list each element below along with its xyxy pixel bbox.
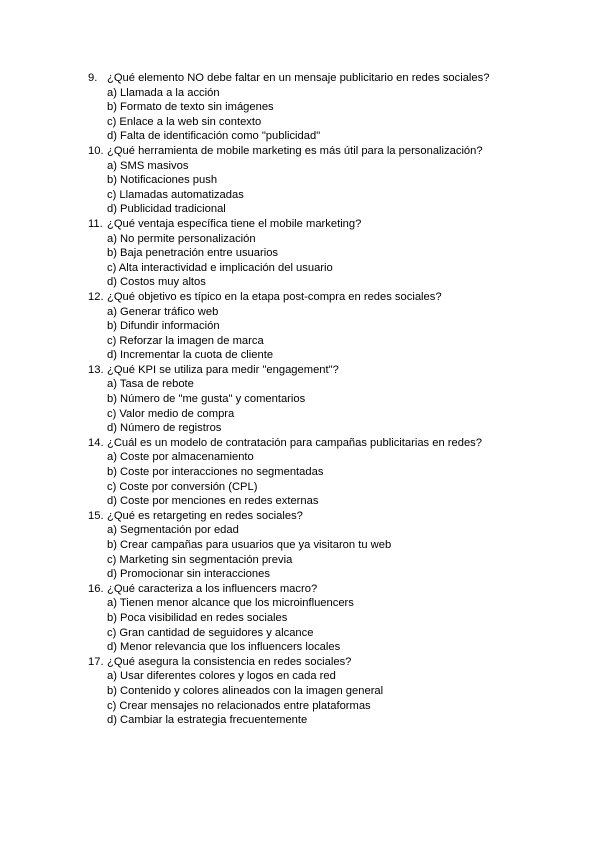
- question-item: [88, 436, 588, 509]
- question-number: 13.: [88, 363, 104, 376]
- answer-option: d) Costos muy altos: [107, 276, 206, 289]
- answer-option: b) Difundir información: [107, 320, 220, 333]
- question-number: 9.: [88, 72, 98, 84]
- question-number: 10.: [88, 144, 104, 157]
- question-list: [88, 71, 588, 728]
- answer-option: c) Alta interactividad e implicación del usuario: [107, 261, 333, 274]
- answer-option: b) Poca visibilidad en redes sociales: [107, 611, 288, 624]
- question-item: [88, 655, 588, 728]
- answer-option: d) Publicidad tradicional: [107, 203, 226, 216]
- answer-option: c) Gran cantidad de seguidores y alcance: [107, 626, 314, 639]
- question-item: [88, 509, 588, 582]
- question-item: [88, 217, 588, 290]
- answer-option: d) Menor relevancia que los influencers locales: [107, 641, 341, 654]
- answer-option: a) Usar diferentes colores y logos en cada red: [107, 670, 336, 683]
- answer-option: b) Formato de texto sin imágenes: [107, 101, 274, 114]
- answer-option: a) Llamada a la acción: [107, 86, 220, 99]
- question-line: [88, 436, 588, 451]
- answer-option: b) Coste por interacciones no segmentadas: [107, 466, 324, 479]
- answer-option: c) Valor medio de compra: [107, 407, 235, 420]
- answer-option: d) Coste por menciones en redes externas: [107, 495, 319, 508]
- answer-option: d) Número de registros: [107, 422, 222, 435]
- answer-option: a) SMS masivos: [107, 159, 189, 172]
- question-number: 15.: [88, 509, 104, 522]
- answer-option: c) Crear mensajes no relacionados entre plataformas: [107, 699, 371, 712]
- question-text: ¿Qué elemento NO debe faltar en un mensaje publicitario en redes sociales?: [107, 72, 490, 84]
- question-item: [88, 71, 588, 144]
- question-line: [88, 363, 588, 378]
- answer-option: a) Tienen menor alcance que los microinfluencers: [107, 597, 354, 610]
- answer-option: c) Llamadas automatizadas: [107, 188, 244, 201]
- answer-option: b) Número de "me gusta" y comentarios: [107, 393, 306, 406]
- answer-option: a) Generar tráfico web: [107, 305, 219, 318]
- answer-option: a) No permite personalización: [107, 232, 256, 245]
- answer-option: b) Notificaciones push: [107, 174, 218, 187]
- question-number: 12.: [88, 290, 104, 303]
- answer-option: d) Promocionar sin interacciones: [107, 568, 270, 581]
- question-text: ¿Qué asegura la consistencia en redes sociales?: [107, 655, 352, 668]
- answer-option: c) Coste por conversión (CPL): [107, 480, 258, 493]
- question-item: [88, 363, 588, 436]
- question-number: 11.: [88, 217, 103, 230]
- question-item: [88, 144, 588, 217]
- question-text: ¿Qué objetivo es típico en la etapa post-compra en redes sociales?: [107, 290, 442, 303]
- question-text: ¿Qué caracteriza a los influencers macro?: [107, 582, 318, 595]
- question-line: [88, 71, 588, 86]
- question-line: [88, 655, 588, 670]
- question-line: [88, 290, 588, 305]
- question-line: [88, 217, 588, 232]
- answer-option: b) Contenido y colores alineados con la imagen general: [107, 684, 384, 697]
- question-text: ¿Qué ventaja específica tiene el mobile marketing?: [107, 217, 362, 230]
- answer-option: c) Enlace a la web sin contexto: [107, 115, 262, 128]
- answer-option: a) Segmentación por edad: [107, 524, 239, 537]
- question-line: [88, 144, 588, 159]
- question-text: ¿Qué herramienta de mobile marketing es más útil para la personalización?: [107, 144, 483, 157]
- answer-option: a) Tasa de rebote: [107, 378, 194, 391]
- answer-option: d) Falta de identificación como "publicidad": [107, 130, 321, 143]
- answer-option: a) Coste por almacenamiento: [107, 451, 254, 464]
- question-item: [88, 582, 588, 655]
- answer-option: d) Cambiar la estrategia frecuentemente: [107, 714, 308, 727]
- answer-option: c) Reforzar la imagen de marca: [107, 334, 264, 347]
- answer-option: b) Crear campañas para usuarios que ya visitaron tu web: [107, 539, 392, 551]
- question-number: 16.: [88, 582, 104, 595]
- answer-option: c) Marketing sin segmentación previa: [107, 553, 293, 566]
- question-number: 14.: [88, 436, 104, 449]
- question-item: [88, 290, 588, 363]
- question-text: ¿Cuál es un modelo de contratación para campañas publicitarias en redes?: [107, 436, 482, 449]
- question-number: 17.: [88, 655, 104, 668]
- question-text: ¿Qué KPI se utiliza para medir "engagement"?: [107, 363, 339, 376]
- answer-option: b) Baja penetración entre usuarios: [107, 247, 279, 260]
- question-line: [88, 582, 588, 597]
- answer-option: d) Incrementar la cuota de cliente: [107, 349, 274, 362]
- question-line: [88, 509, 588, 524]
- question-text: ¿Qué es retargeting en redes sociales?: [107, 509, 303, 522]
